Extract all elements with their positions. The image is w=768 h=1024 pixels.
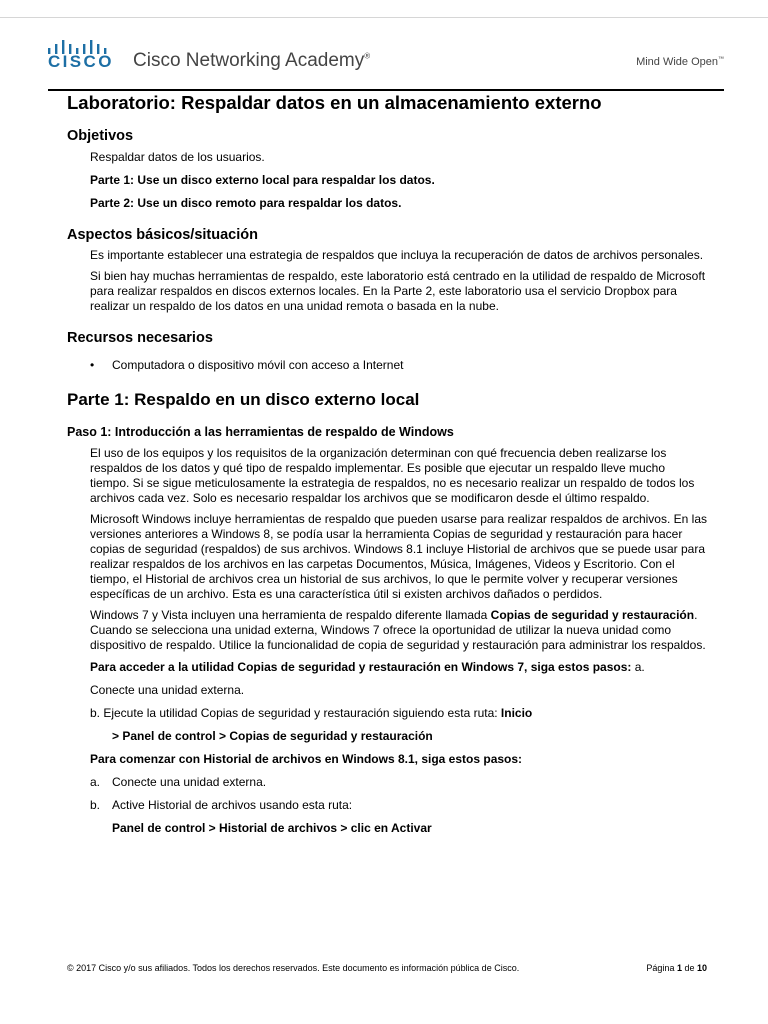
recursos-item bbox=[90, 358, 707, 373]
w7-step-b-bold: Inicio bbox=[500, 706, 533, 720]
document-body bbox=[67, 92, 707, 836]
w7-lead: Para acceder a la utilidad Copias de seguridad y restauración en Windows 7, siga estos pasos: bbox=[90, 660, 632, 674]
page-footer bbox=[67, 963, 707, 973]
aspectos-p2: Si bien hay muchas herramientas de respaldo, este laboratorio está centrado en la utilidad de respaldo de Microsoft para realizar respaldos en discos externos locales. En la Parte 2, este laboratorio usa el servicio Dropbox para realizar un respaldo de los datos en una unidad remota o basada en la nube. bbox=[90, 269, 706, 313]
p3-text-a: Windows 7 y Vista incluyen una herramienta de respaldo diferente llamada bbox=[90, 608, 491, 622]
w81-step-a-text: Conecte una unidad externa. bbox=[112, 775, 267, 789]
academy-name: Cisco Networking Academy bbox=[133, 50, 365, 71]
w81-step-b-text: Active Historial de archivos usando esta ruta: bbox=[112, 798, 353, 812]
page-title: Laboratorio: Respaldar datos en un almacenamiento externo bbox=[67, 92, 602, 113]
w7-step-a: Conecte una unidad externa. bbox=[90, 683, 245, 697]
section-objetivos: Objetivos bbox=[67, 128, 134, 144]
cisco-wordmark: CISCO bbox=[48, 52, 114, 71]
paso1-heading: Paso 1: Introducción a las herramientas de respaldo de Windows bbox=[67, 425, 454, 439]
w81-lead: Para comenzar con Historial de archivos en Windows 8.1, siga estos pasos: bbox=[90, 752, 523, 766]
page-mid: de bbox=[681, 963, 697, 973]
objetivos-intro: Respaldar datos de los usuarios. bbox=[90, 150, 265, 164]
p3-text-c: . Cuando se selecciona una unidad externa, Windows 7 ofrece la oportunidad de utilizar la nueva unidad como dispositivo de respaldo. Utilice la funcionalidad de copia de seguridad y restauración para administrar los respaldos. bbox=[90, 608, 706, 652]
w81-path: Panel de control > Historial de archivos > clic en Activar bbox=[112, 821, 432, 835]
page-header bbox=[48, 30, 724, 88]
page-number: 1 bbox=[676, 963, 682, 973]
bullet: • bbox=[90, 358, 95, 372]
step-marker: a. bbox=[90, 775, 101, 789]
academy-title bbox=[133, 50, 370, 72]
aspectos-p1: Es importante establecer una estrategia de respaldos que incluya la recuperación de datos de archivos personales. bbox=[90, 248, 704, 262]
w81-step-b bbox=[90, 798, 707, 813]
top-rule bbox=[0, 17, 768, 18]
page-indicator bbox=[646, 963, 707, 973]
page-prefix: Página bbox=[646, 963, 677, 973]
trademark-mark: ™ bbox=[718, 56, 724, 63]
objetivo-parte1: Parte 1: Use un disco externo local para respaldar los datos. bbox=[90, 173, 435, 187]
w7-step-b bbox=[90, 706, 707, 721]
header-rule bbox=[48, 89, 724, 91]
section-recursos: Recursos necesarios bbox=[67, 330, 213, 346]
p3-bold: Copias de seguridad y restauración bbox=[490, 608, 695, 622]
footer-copyright: © 2017 Cisco y/o sus afiliados. Todos los derechos reservados. Este documento es información pública de Cisco. bbox=[67, 963, 520, 973]
tagline-text: Mind Wide Open bbox=[636, 56, 718, 68]
page-total: 10 bbox=[696, 963, 707, 973]
objetivo-parte2: Parte 2: Use un disco remoto para respaldar los datos. bbox=[90, 196, 402, 210]
tagline bbox=[636, 56, 724, 68]
parte1-p1: El uso de los equipos y los requisitos de la organización determinan con qué frecuencia deben realizarse los respaldos de los datos y qué tipo de respaldo implementar. Es posible que ejecutar un respaldo lleve mucho tiempo. Si se sigue meticulosamente la estrategia de respaldos, no es necesario realizar un respaldo de todos los archivos cada vez. Solo es necesario respaldar los archivos que se modificaron desde el último respaldo. bbox=[90, 446, 695, 505]
step-marker: b. bbox=[90, 798, 101, 812]
w7-path: > Panel de control > Copias de seguridad y restauración bbox=[112, 729, 433, 743]
w81-step-a bbox=[90, 775, 707, 790]
section-aspectos: Aspectos básicos/situación bbox=[67, 227, 258, 243]
w7-instructions bbox=[90, 660, 707, 675]
registered-mark: ® bbox=[364, 51, 371, 61]
section-parte1: Parte 1: Respaldo en un disco externo local bbox=[67, 390, 420, 409]
parte1-p2: Microsoft Windows incluye herramientas de respaldo que pueden usarse para realizar respaldos de archivos. En las versiones anteriores a Windows 8, se podía usar la herramienta Copias de seguridad y restauración para hacer copias de seguridad (respaldos) de sus archivos. Windows 8.1 incluye Historial de archivos que se puede usar para realizar respaldos de los archivos en las carpetas Documentos, Música, Imágenes, Videos y Escritorio. Con el tiempo, el Historial de archivos crea un historial de sus archivos, lo que le permite volver y recuperar versiones específicas de un archivo. Esta es una característica útil si existen archivos dañados o perdidos. bbox=[90, 512, 707, 601]
recursos-item-text: Computadora o dispositivo móvil con acceso a Internet bbox=[112, 358, 404, 372]
parte1-p3 bbox=[90, 608, 707, 653]
w7-step-b-text: b. Ejecute la utilidad Copias de seguridad y restauración siguiendo esta ruta: bbox=[90, 706, 501, 720]
w7-lead-tail: a. bbox=[631, 660, 645, 674]
